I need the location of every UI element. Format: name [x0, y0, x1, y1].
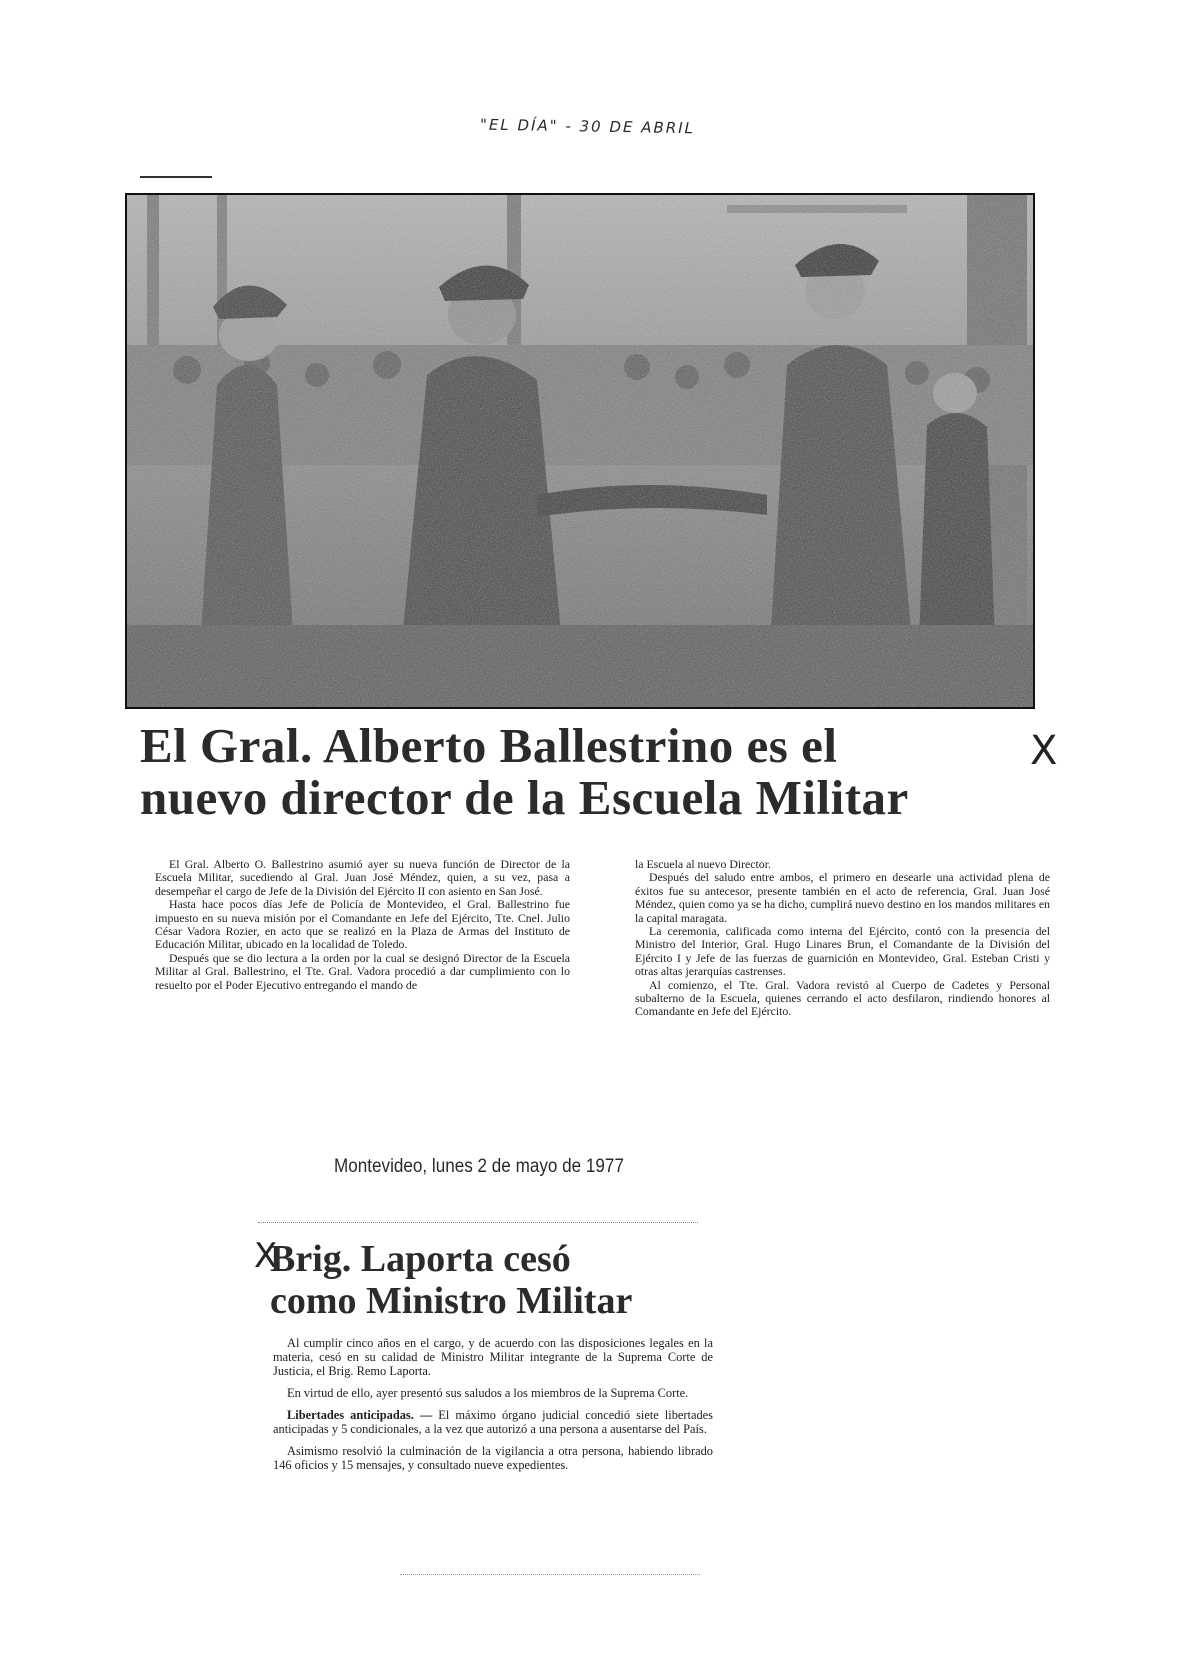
article-body — [273, 1336, 713, 1480]
subheading: Libertades anticipadas. — — [287, 1408, 433, 1422]
article-paragraph — [273, 1408, 713, 1436]
handwritten-cross-mark: X — [254, 1236, 278, 1276]
article-paragraph: Al comienzo, el Tte. Gral. Vadora revistó al Cuerpo de Cadetes y Personal subalterno de la Escuela, quienes cerrando el acto desfilaron, rindiendo honores al Comandante en Jefe del Ejército. — [635, 977, 1050, 1019]
article-paragraph: Asimismo resolvió la culminación de la vigilancia a otra persona, habiendo librado 146 oficios y 15 mensajes, y consultado nueve expedientes. — [273, 1444, 713, 1472]
article-column-left — [155, 858, 570, 1019]
article-paragraph: La ceremonia, calificada como interna del Ejército, contó con la presencia del Ministro del Interior, Gral. Hugo Linares Brun, el Comandante de la División del Ejército I y Jefe de las fuerzas de guarnición en Montevideo, Gral. Esteban Cristi y otras altas jerarquías castrenses. — [635, 924, 1050, 979]
article-paragraph: la Escuela al nuevo Director. — [635, 857, 771, 871]
photo-illustration — [127, 195, 1033, 707]
article-paragraph: En virtud de ello, ayer presentó sus saludos a los miembros de la Suprema Corte. — [287, 1386, 689, 1400]
article-column-right — [635, 858, 1050, 1019]
short-rule — [140, 176, 212, 178]
article-headline — [140, 720, 1040, 824]
handwritten-cross-mark: X — [1030, 728, 1058, 774]
article-headline — [270, 1238, 730, 1322]
headline-line-2: nuevo director de la Escuela Militar — [140, 770, 909, 825]
article-paragraph: Después que se dio lectura a la orden por la cual se designó Director de la Escuela Militar al Gral. Ballestrino, el Tte. Gral. Vadora procedió a dar cumplimiento con lo resuelto por el Poder Ejecutivo entregando el mando de — [155, 950, 570, 992]
headline-line-2: como Ministro Militar — [270, 1280, 633, 1322]
news-photo — [125, 193, 1035, 709]
article-paragraph: Al cumplir cinco años en el cargo, y de acuerdo con las disposiciones legales en la materia, cesó en su calidad de Ministro Militar integrante de la Suprema Corte de Justicia, el Brig. Remo Laporta. — [273, 1336, 713, 1378]
handwritten-note: "EL DÍA" - 30 DE ABRIL — [479, 115, 696, 138]
article-paragraph: Hasta hace pocos días Jefe de Policía de Montevideo, el Gral. Ballestrino fue impuesto en su nueva misión por el Comandante en Jefe del Ejército, Tte. Cnel. Julio César Vadora Rozier, en acto que se realizó en la Plaza de Armas del Instituto de Educación Militar, ubicado en la localidad de Toledo. — [155, 897, 570, 952]
newspaper-dateline: Montevideo, lunes 2 de mayo de 1977 — [334, 1156, 624, 1177]
article-body — [155, 858, 1050, 1019]
paragraph-text: El máximo órgano judicial concedió siete libertades anticipadas y 5 condicionales, a la vez que autorizó a una persona a ausentarse del País. — [273, 1408, 713, 1436]
article-paragraph: El Gral. Alberto O. Ballestrino asumió ayer su nueva función de Director de la Escuela Militar, sucediendo al Gral. Juan José Méndez, quien, a su vez, pasa a desempeñar el cargo de Jefe de la División del Ejército II con asiento en San José. — [155, 857, 570, 898]
headline-line-1: Brig. Laporta cesó — [270, 1238, 571, 1280]
clipping-edge — [258, 1222, 698, 1223]
article-paragraph: Después del saludo entre ambos, el primero en desearle una actividad plena de éxitos fue su antecesor, presente también en el acto de referencia, Gral. Juan José Méndez, quien como ya se ha dicho, cumplirá nuevo destino en los mandos militares en la capital maragata. — [635, 870, 1050, 925]
clipping-edge — [400, 1574, 700, 1575]
headline-line-1: El Gral. Alberto Ballestrino es el — [140, 718, 838, 773]
